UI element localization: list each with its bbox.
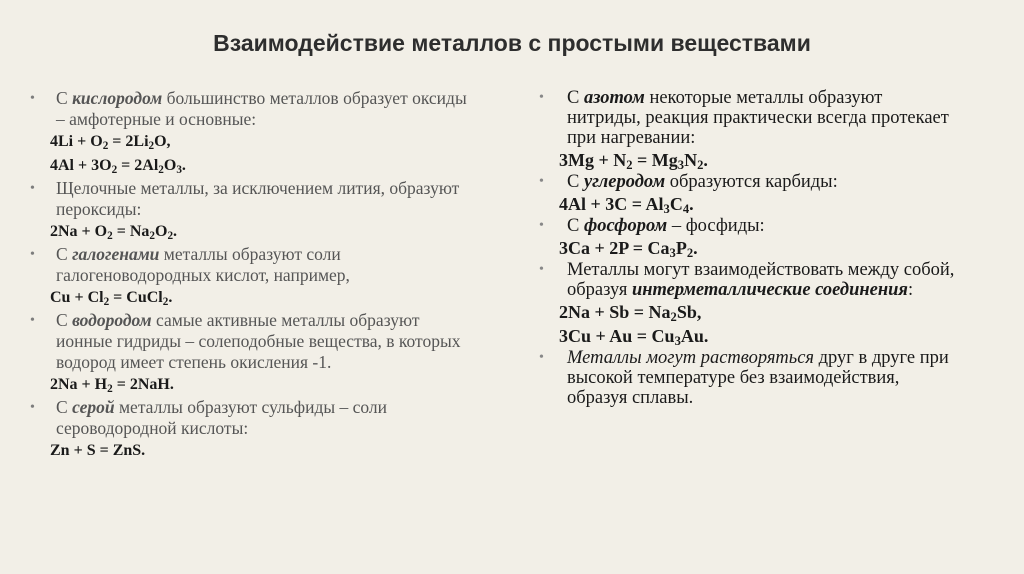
term-intermetallic: интерметаллические соединения [631,280,908,300]
bullet-dot-icon: • [30,91,35,106]
equation-al-oxide: $4Al + 3O_2 = 2Al_2O_3$. [50,157,186,176]
bullet-nitrogen: • С азотом некоторые металлы образуют нитриды, реакция практически всегда протекает при нагревании: [539,88,949,148]
term-sulfur: серой [72,397,115,417]
bullet-alkali: • Щелочные металлы, за исключением лития, образуют пероксиды: [30,178,460,219]
equation-na-peroxide: $2Na + O_2 = Na_2O_2$. [50,223,178,242]
bullet-carbon: • С углеродом образуются карбиды: [539,172,838,192]
equation-na-hydride: $2Na + H_2 = 2NaH$. [50,376,174,395]
term-oxygen: кислородом [72,88,163,108]
bullet-intermetallic: • Металлы могут взаимодействовать между собой, образуя интерметаллические соединения: [539,260,955,300]
equation-zn-sulfide: Zn + S = ZnS. [50,442,146,459]
equation-cu-chloride: $Cu + Cl_2$ = CuCl$_2$. [50,289,173,308]
bullet-alloys: • Металлы могут растворяться друг в друге при высокой температуре без взаимодействия, образуя сплавы. [539,348,949,408]
bullet-dot-icon: • [539,174,544,189]
slide-title: Взаимодействие металлов с простыми веществами [213,30,811,56]
equation-al-carbide: $4Al + 3C = Al_3C_4$. [559,194,694,217]
bullet-dot-icon: • [539,350,544,365]
bullet-dot-icon: • [30,181,35,196]
term-hydrogen: водородом [72,310,152,330]
left-column [24,88,474,463]
term-halogens: галогенами [72,244,160,264]
bullet-dot-icon: • [30,247,35,262]
term-nitrogen: азотом [583,88,645,108]
bullet-dot-icon: • [539,262,544,277]
bullet-dot-icon: • [539,218,544,233]
right-column [535,88,955,408]
term-phosphorus: фосфором [583,216,668,236]
bullet-hydrogen: • С водородом самые активные металлы образуют ионные гидриды – солеподобные вещества, в которых водород имеет степень окисления -1. [30,310,461,372]
bullet-dot-icon: • [539,90,544,105]
equation-mg-nitride: $3Mg + N_2 = Mg_3N_2$. [559,150,708,173]
bullet-dot-icon: • [30,313,35,328]
bullet-oxygen: • С кислородом большинство металлов образует оксиды – амфотерные и основные: [30,88,467,129]
term-carbon: углеродом [583,172,666,192]
bullet-phosphorus: • С фосфором – фосфиды: [539,216,765,236]
bullet-sulfur: • С серой металлы образуют сульфиды – соли сероводородной кислоты: [30,397,388,438]
equation-cu-aurate: $3Cu + Au = Cu_3Au$. [559,326,709,349]
equation-na-antimonide: $2Na + Sb = Na_2Sb$, [559,302,702,325]
bullet-halogens: • С галогенами металлы образуют соли галогеноводородных кислот, например, [30,244,350,285]
bullet-dot-icon: • [30,400,35,415]
equation-li-oxide: $4Li + O_2 = 2Li_2O$, [50,133,171,152]
equation-ca-phosphide: $3Ca + 2P = Ca_3P_2$. [559,238,698,261]
term-dissolve: Металлы могут растворяться [567,348,815,368]
